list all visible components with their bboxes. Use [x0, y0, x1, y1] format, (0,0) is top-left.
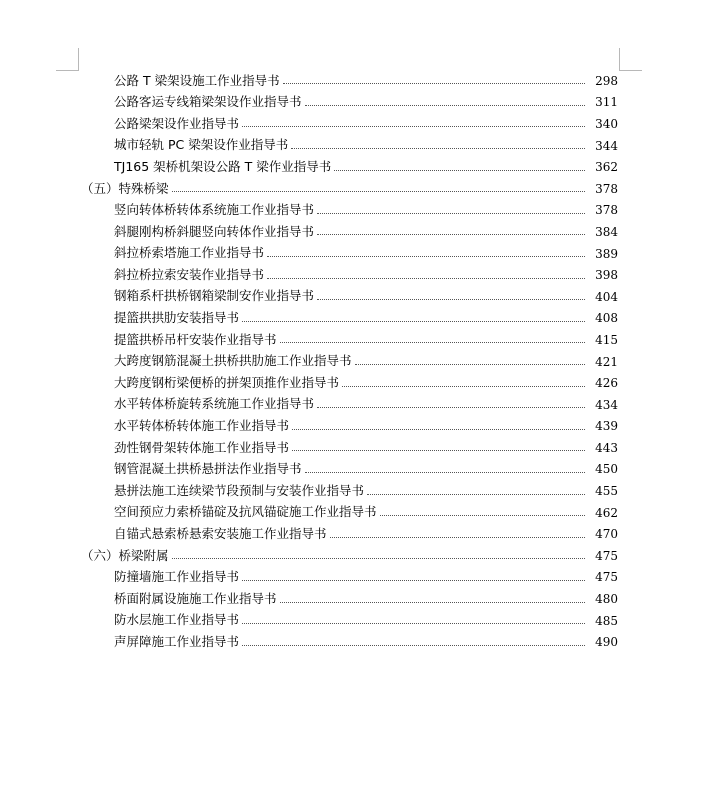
- crop-mark-top-left: [56, 48, 79, 71]
- toc-section-heading[interactable]: [0, 178, 705, 200]
- toc-entry[interactable]: [0, 523, 705, 545]
- dot-leader: [267, 278, 585, 279]
- toc-entry-title: 水平转体桥转体施工作业指导书: [114, 418, 290, 434]
- toc-entry-page-number: 340: [595, 116, 618, 131]
- crop-mark-top-right: [619, 48, 642, 71]
- toc-entry-title: 钢管混凝土拱桥悬拼法作业指导书: [114, 461, 302, 477]
- toc-entry-title: 斜拉桥拉索安装作业指导书: [114, 266, 265, 282]
- toc-entry[interactable]: [0, 243, 705, 265]
- dot-leader: [367, 494, 585, 495]
- toc-entry-page-number: 298: [595, 73, 618, 88]
- toc-entry-page-number: 490: [595, 635, 618, 650]
- toc-entry-page-number: 475: [595, 570, 618, 585]
- toc-entry[interactable]: [0, 588, 705, 610]
- toc-entry[interactable]: [0, 156, 705, 178]
- toc-entry-title: 钢箱系杆拱桥钢箱梁制安作业指导书: [114, 288, 315, 304]
- toc-section-heading[interactable]: [0, 545, 705, 567]
- dot-leader: [242, 645, 585, 646]
- toc-entry-page-number: 378: [595, 181, 618, 196]
- dot-leader: [242, 126, 585, 127]
- toc-entry-title: 大跨度钢桁梁便桥的拼架顶推作业指导书: [114, 374, 340, 390]
- toc-entry-title: 悬拼法施工连续梁节段预制与安装作业指导书: [114, 482, 365, 498]
- table-of-contents: [0, 70, 705, 653]
- dot-leader: [342, 386, 585, 387]
- dot-leader: [172, 558, 585, 559]
- dot-leader: [355, 364, 585, 365]
- dot-leader: [172, 191, 585, 192]
- toc-entry[interactable]: [0, 200, 705, 222]
- dot-leader: [291, 148, 585, 149]
- toc-entry[interactable]: [0, 308, 705, 330]
- toc-entry[interactable]: [0, 459, 705, 481]
- dot-leader: [242, 580, 585, 581]
- dot-leader: [242, 321, 585, 322]
- toc-entry-page-number: 384: [595, 224, 618, 239]
- dot-leader: [334, 170, 585, 171]
- toc-entry[interactable]: [0, 631, 705, 653]
- toc-entry-page-number: 415: [595, 332, 618, 347]
- dot-leader: [305, 105, 585, 106]
- toc-entry-title: 劲性钢骨架转体施工作业指导书: [114, 439, 290, 455]
- toc-entry[interactable]: [0, 286, 705, 308]
- toc-entry-title: 斜腿刚构桥斜腿竖向转体作业指导书: [114, 223, 315, 239]
- toc-entry-title: 水平转体桥旋转系统施工作业指导书: [114, 396, 315, 412]
- toc-entry-page-number: 455: [595, 484, 618, 499]
- dot-leader: [292, 429, 585, 430]
- toc-entry-title: 城市轻轨 PC 梁架设作业指导书: [114, 137, 289, 153]
- toc-entry-page-number: 485: [595, 613, 618, 628]
- toc-entry-title: 公路客运专线箱梁架设作业指导书: [114, 94, 302, 110]
- toc-entry-title: 斜拉桥索塔施工作业指导书: [114, 245, 265, 261]
- toc-entry-title: 防水层施工作业指导书: [114, 612, 240, 628]
- toc-entry[interactable]: [0, 264, 705, 286]
- toc-entry-page-number: 362: [595, 160, 618, 175]
- toc-entry-title: 公路 T 梁架设施工作业指导书: [114, 72, 280, 88]
- toc-entry[interactable]: [0, 70, 705, 92]
- toc-entry-title: 公路梁架设作业指导书: [114, 115, 240, 131]
- dot-leader: [317, 213, 585, 214]
- toc-entry-page-number: 398: [595, 268, 618, 283]
- toc-entry-page-number: 470: [595, 527, 618, 542]
- dot-leader: [317, 299, 585, 300]
- toc-entry-page-number: 404: [595, 289, 618, 304]
- toc-entry[interactable]: [0, 329, 705, 351]
- toc-entry[interactable]: [0, 416, 705, 438]
- toc-entry[interactable]: [0, 610, 705, 632]
- toc-entry-title: 大跨度钢筋混凝土拱桥拱肋施工作业指导书: [114, 353, 352, 369]
- toc-entry-title: 竖向转体桥转体系统施工作业指导书: [114, 202, 315, 218]
- dot-leader: [292, 450, 585, 451]
- toc-entry[interactable]: [0, 113, 705, 135]
- toc-entry[interactable]: [0, 480, 705, 502]
- dot-leader: [330, 537, 585, 538]
- toc-entry-title: 提篮拱桥吊杆安装作业指导书: [114, 331, 277, 347]
- toc-entry-page-number: 311: [595, 95, 618, 110]
- dot-leader: [317, 234, 585, 235]
- toc-entry-title: （六）桥梁附属: [81, 547, 169, 563]
- toc-entry-page-number: 462: [595, 505, 618, 520]
- toc-entry-page-number: 443: [595, 440, 618, 455]
- toc-entry[interactable]: [0, 372, 705, 394]
- toc-entry-page-number: 426: [595, 376, 618, 391]
- dot-leader: [283, 83, 585, 84]
- toc-entry[interactable]: [0, 351, 705, 373]
- toc-entry-title: 桥面附属设施施工作业指导书: [114, 590, 277, 606]
- toc-entry-title: 提篮拱拱肋安装指导书: [114, 310, 240, 326]
- toc-entry-title: 声屏障施工作业指导书: [114, 633, 240, 649]
- toc-entry-page-number: 389: [595, 246, 618, 261]
- dot-leader: [280, 342, 585, 343]
- toc-entry-title: 防撞墙施工作业指导书: [114, 569, 240, 585]
- toc-entry-title: TJ165 架桥机架设公路 T 梁作业指导书: [114, 158, 332, 174]
- toc-entry[interactable]: [0, 221, 705, 243]
- toc-entry-page-number: 450: [595, 462, 618, 477]
- toc-entry-title: 自锚式悬索桥悬索安装施工作业指导书: [114, 526, 327, 542]
- toc-entry-title: 空间预应力索桥锚碇及抗风锚碇施工作业指导书: [114, 504, 377, 520]
- dot-leader: [380, 515, 585, 516]
- dot-leader: [317, 407, 585, 408]
- toc-entry-page-number: 344: [595, 138, 618, 153]
- toc-entry[interactable]: [0, 92, 705, 114]
- toc-entry-title: （五）特殊桥梁: [81, 180, 169, 196]
- toc-entry-page-number: 408: [595, 311, 618, 326]
- dot-leader: [305, 472, 585, 473]
- toc-entry-page-number: 475: [595, 548, 618, 563]
- dot-leader: [267, 256, 585, 257]
- dot-leader: [242, 623, 585, 624]
- toc-entry[interactable]: [0, 567, 705, 589]
- toc-entry[interactable]: [0, 502, 705, 524]
- toc-entry-page-number: 439: [595, 419, 618, 434]
- toc-entry-page-number: 434: [595, 397, 618, 412]
- toc-entry[interactable]: [0, 437, 705, 459]
- toc-entry-page-number: 480: [595, 592, 618, 607]
- dot-leader: [280, 602, 585, 603]
- toc-entry[interactable]: [0, 394, 705, 416]
- toc-entry[interactable]: [0, 135, 705, 157]
- toc-entry-page-number: 378: [595, 203, 618, 218]
- toc-entry-page-number: 421: [595, 354, 618, 369]
